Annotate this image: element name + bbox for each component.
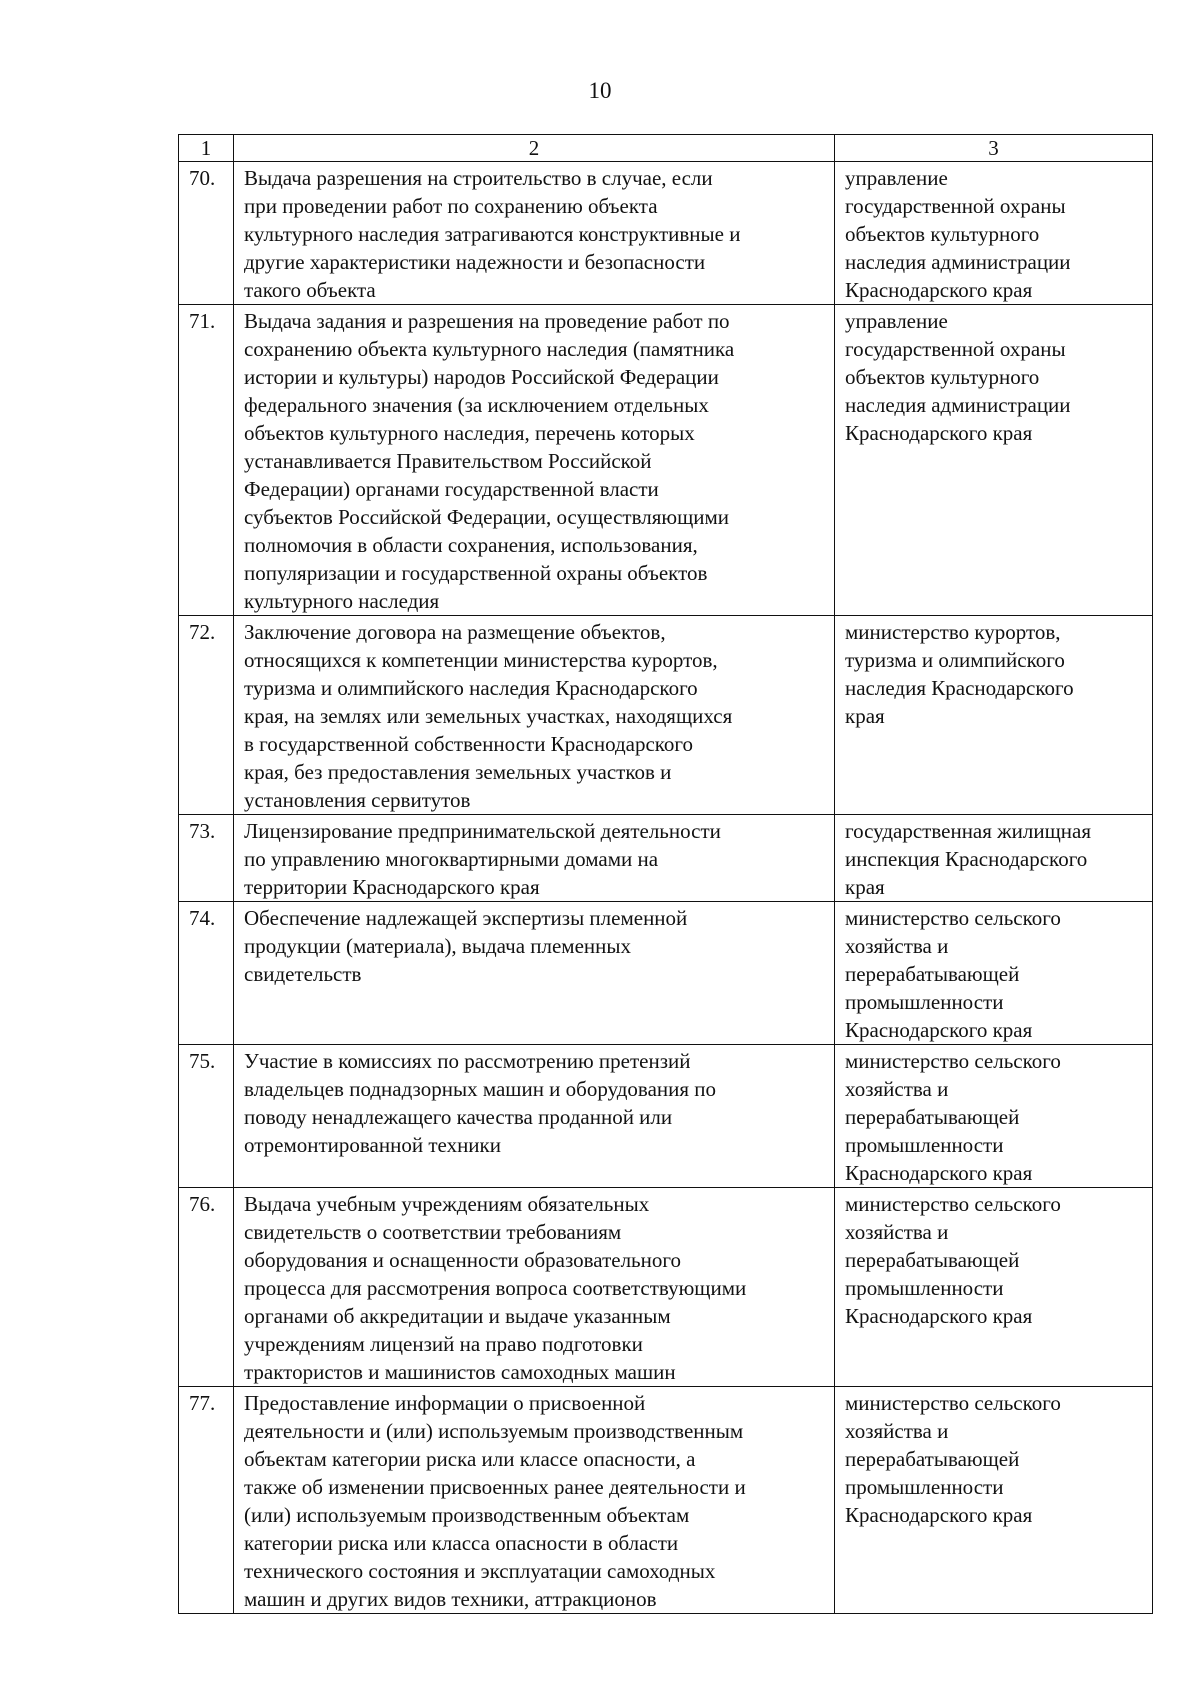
responsible-authority: министерство сельского хозяйства и перерабатывающей промышленности Краснодарского края [835,1387,1153,1614]
table-row [179,815,1153,902]
page-number: 10 [588,78,612,103]
row-number: 72. [179,616,234,815]
table-row [179,1387,1153,1614]
service-description: Предоставление информации о присвоенной деятельности и (или) используемым производственным объектам категории риска или классе опасности, а также об изменении присвоенных ранее деятельности и (или) используемым производственным объектам категории риска или класса опасности в области технического состояния и эксплуатации самоходных машин и других видов техники, аттракционов [234,1387,835,1614]
table-row [179,162,1153,305]
responsible-authority: государственная жилищная инспекция Краснодарского края [835,815,1153,902]
responsible-authority: министерство сельского хозяйства и перерабатывающей промышленности Краснодарского края [835,1045,1153,1188]
responsible-authority: министерство сельского хозяйства и перерабатывающей промышленности Краснодарского края [835,902,1153,1045]
table-row [179,902,1153,1045]
service-description: Выдача задания и разрешения на проведение работ по сохранению объекта культурного наследия (памятника истории и культуры) народов Российской Федерации федерального значения (за исключением отдельных объектов культурного наследия, перечень которых устанавливается Правительством Российской Федерации) органами государственной власти субъектов Российской Федерации, осуществляющими полномочия в области сохранения, использования, популяризации и государственной охраны объектов культурного наследия [234,305,835,616]
service-description: Обеспечение надлежащей экспертизы племенной продукции (материала), выдача племенных свидетельств [234,902,835,1045]
row-number: 77. [179,1387,234,1614]
responsible-authority: управление государственной охраны объектов культурного наследия администрации Краснодарского края [835,305,1153,616]
column-header-3: 3 [835,135,1153,162]
service-description: Заключение договора на размещение объектов, относящихся к компетенции министерства курортов, туризма и олимпийского наследия Краснодарского края, на землях или земельных участках, находящихся в государственной собственности Краснодарского края, без предоставления земельных участков и установления сервитутов [234,616,835,815]
row-number: 76. [179,1188,234,1387]
column-header-2: 2 [234,135,835,162]
row-number: 73. [179,815,234,902]
responsible-authority: управление государственной охраны объектов культурного наследия администрации Краснодарского края [835,162,1153,305]
responsible-authority: министерство курортов, туризма и олимпийского наследия Краснодарского края [835,616,1153,815]
services-table [178,134,1153,1614]
column-header-1: 1 [179,135,234,162]
row-number: 71. [179,305,234,616]
row-number: 70. [179,162,234,305]
table-row [179,305,1153,616]
table-row [179,616,1153,815]
responsible-authority: министерство сельского хозяйства и перерабатывающей промышленности Краснодарского края [835,1188,1153,1387]
service-description: Выдача разрешения на строительство в случае, если при проведении работ по сохранению объекта культурного наследия затрагиваются конструктивные и другие характеристики надежности и безопасности такого объекта [234,162,835,305]
row-number: 74. [179,902,234,1045]
service-description: Участие в комиссиях по рассмотрению претензий владельцев поднадзорных машин и оборудования по поводу ненадлежащего качества проданной или отремонтированной техники [234,1045,835,1188]
table-row [179,1188,1153,1387]
table-header-row [179,135,1153,162]
table-row [179,1045,1153,1188]
row-number: 75. [179,1045,234,1188]
service-description: Лицензирование предпринимательской деятельности по управлению многоквартирными домами на территории Краснодарского края [234,815,835,902]
service-description: Выдача учебным учреждениям обязательных свидетельств о соответствии требованиям оборудования и оснащенности образовательного процесса для рассмотрения вопроса соответствующими органами об аккредитации и выдаче указанным учреждениям лицензий на право подготовки трактористов и машинистов самоходных машин [234,1188,835,1387]
